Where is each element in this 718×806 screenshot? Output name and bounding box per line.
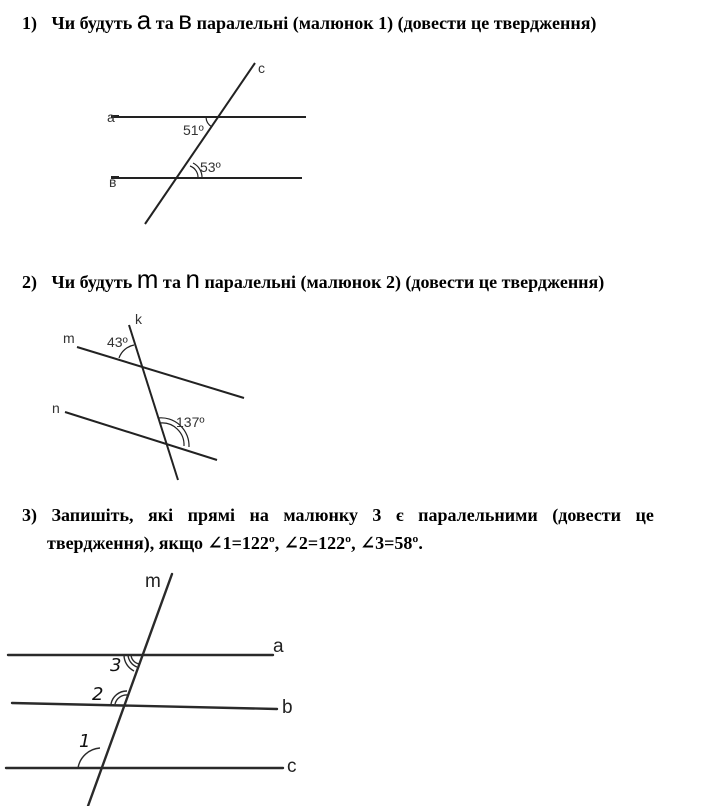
word: (довести xyxy=(552,505,622,525)
task-text-after: паралельні (малюнок 1) (довести це твердження) xyxy=(196,13,597,33)
label-m: m xyxy=(63,330,75,346)
word: прямі xyxy=(187,505,235,525)
label-a: a xyxy=(273,636,284,657)
word: 3 xyxy=(372,505,382,525)
task-number: 2) xyxy=(22,272,37,292)
task-text-before: Чи будуть xyxy=(51,272,133,292)
angle-label-1: 1 xyxy=(79,731,91,752)
angle-label-53: 53º xyxy=(200,159,221,175)
word: які xyxy=(148,505,174,525)
word: малюнку xyxy=(283,505,358,525)
angle-label-3: 3 xyxy=(110,655,122,676)
word: паралельними xyxy=(418,505,538,525)
variable-n: n xyxy=(185,264,200,294)
task-number: 3) xyxy=(22,505,37,525)
task-text-after: паралельні (малюнок 2) (довести це твердження) xyxy=(204,272,605,292)
task-number: 1) xyxy=(22,13,37,33)
word: на xyxy=(249,505,269,525)
word: є xyxy=(395,505,404,525)
label-b: b xyxy=(282,697,293,718)
angle-label-2: 2 xyxy=(92,684,104,705)
task-text-mid: та xyxy=(162,272,181,292)
task-3-line-2: твердження), якщо ∠1=122º, ∠2=122º, ∠3=58º. xyxy=(47,533,423,553)
angle-label-43: 43º xyxy=(107,334,128,350)
label-k: k xyxy=(135,311,142,327)
angle-arc-3a xyxy=(128,655,137,667)
word: Запишіть, xyxy=(51,505,134,525)
task-text-before: Чи будуть xyxy=(51,13,133,33)
line-b xyxy=(12,703,277,709)
variable-m: m xyxy=(136,264,159,294)
label-c: c xyxy=(258,60,265,76)
angle-arc-3c xyxy=(131,655,139,664)
variable-b: в xyxy=(178,5,193,35)
label-a: a xyxy=(107,109,115,125)
word: це xyxy=(635,505,654,525)
label-m: m xyxy=(145,571,161,592)
variable-a: a xyxy=(136,5,152,35)
label-n: n xyxy=(52,400,60,416)
task-text-mid: та xyxy=(155,13,174,33)
label-b: в xyxy=(109,174,117,190)
label-c: c xyxy=(287,756,297,777)
angle-label-137: 137º xyxy=(176,414,205,430)
angle-label-51: 51º xyxy=(183,122,204,138)
